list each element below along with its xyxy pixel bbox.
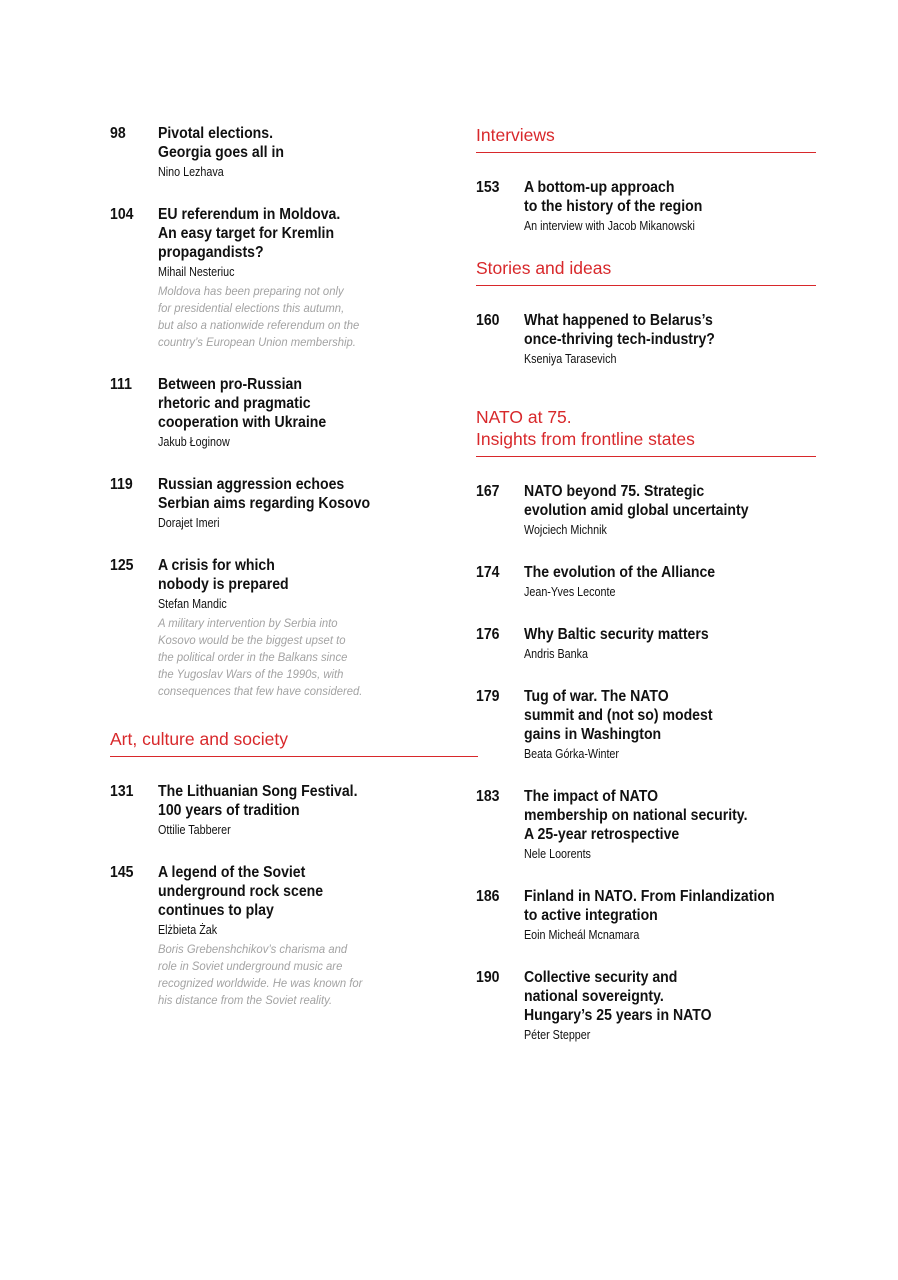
toc-entry[interactable] <box>110 863 450 1009</box>
toc-entry[interactable] <box>110 556 450 700</box>
toc-entry[interactable] <box>476 311 816 368</box>
article-title: Pivotal elections. Georgia goes all in <box>158 125 284 161</box>
page-number: 145 <box>110 864 134 881</box>
page-number: 153 <box>476 179 500 196</box>
page-number: 131 <box>110 783 134 800</box>
page-number: 119 <box>110 476 133 493</box>
article-author: Beata Górka-Winter <box>524 747 620 761</box>
article-title: Tug of war. The NATO summit and (not so) modest gains in Washington <box>524 688 713 743</box>
article-title: Between pro-Russian rhetoric and pragmatic cooperation with Ukraine <box>158 376 327 431</box>
article-author: An interview with Jacob Mikanowski <box>524 219 695 233</box>
article-author: Ottilie Tabberer <box>158 823 231 837</box>
page-number: 125 <box>110 557 134 574</box>
toc-entry[interactable] <box>476 887 816 944</box>
article-title: Why Baltic security matters <box>524 626 709 643</box>
article-author: Mihail Nesteriuc <box>158 265 235 279</box>
toc-entry[interactable] <box>476 968 816 1044</box>
page-number: 167 <box>476 483 500 500</box>
section-heading-art: Art, culture and society <box>110 728 478 757</box>
article-title: The impact of NATO membership on national security. A 25-year retrospective <box>524 788 748 843</box>
page-number: 179 <box>476 688 500 705</box>
article-title: EU referendum in Moldova. An easy target for Kremlin propagandists? <box>158 206 341 261</box>
article-author: Jean-Yves Leconte <box>524 585 616 599</box>
toc-entry[interactable] <box>476 482 816 539</box>
article-author: Kseniya Tarasevich <box>524 352 617 366</box>
page-number: 183 <box>476 788 500 805</box>
toc-entry[interactable] <box>476 625 816 663</box>
article-author: Dorajet Imeri <box>158 516 220 530</box>
article-author: Péter Stepper <box>524 1028 591 1042</box>
toc-entry[interactable] <box>110 124 450 181</box>
article-title: A legend of the Soviet underground rock scene continues to play <box>158 864 324 919</box>
toc-entry[interactable] <box>110 782 450 839</box>
toc-entry[interactable] <box>110 475 450 532</box>
article-title: Russian aggression echoes Serbian aims regarding Kosovo <box>158 476 371 512</box>
article-author: Jakub Łoginow <box>158 435 230 449</box>
page-number: 98 <box>110 125 126 142</box>
page-number: 186 <box>476 888 500 905</box>
article-excerpt: Boris Grebenshchikov’s charisma and role in Soviet underground music are recognized worldwide. He was known for his distance from the Soviet reality. <box>158 942 363 1007</box>
article-author: Nino Lezhava <box>158 165 224 179</box>
page-number: 174 <box>476 564 500 581</box>
article-title: A bottom-up approach to the history of the region <box>524 179 703 215</box>
article-author: Stefan Mandic <box>158 597 227 611</box>
toc-left-column <box>110 124 450 1009</box>
article-author: Wojciech Michnik <box>524 523 607 537</box>
article-excerpt: A military intervention by Serbia into Kosovo would be the biggest upset to the political order in the Balkans since the Yugoslav Wars of the 1990s, with consequences that few have considered. <box>158 616 363 698</box>
article-title: Finland in NATO. From Finlandization to active integration <box>524 888 775 924</box>
page-number: 190 <box>476 969 500 986</box>
article-author: Eoin Micheál Mcnamara <box>524 928 640 942</box>
toc-entry[interactable] <box>476 787 816 863</box>
page-number: 111 <box>110 376 132 393</box>
page-number: 104 <box>110 206 134 223</box>
toc-entry[interactable] <box>476 563 816 601</box>
toc-entry[interactable] <box>110 375 450 451</box>
article-title: What happened to Belarus’s once-thriving tech-industry? <box>524 312 715 348</box>
article-author: Elżbieta Żak <box>158 923 218 937</box>
article-title: NATO beyond 75. Strategic evolution amid global uncertainty <box>524 483 749 519</box>
toc-entry[interactable] <box>476 178 816 235</box>
section-heading-stories: Stories and ideas <box>476 257 816 286</box>
article-title: A crisis for which nobody is prepared <box>158 557 289 593</box>
page-number: 160 <box>476 312 500 329</box>
toc-entry[interactable] <box>110 205 450 351</box>
page-number: 176 <box>476 626 500 643</box>
article-excerpt: Moldova has been preparing not only for presidential elections this autumn, but also a nationwide referendum on the country’s European Union membership. <box>158 284 360 349</box>
article-author: Andris Banka <box>524 647 588 661</box>
toc-right-column <box>476 124 816 1044</box>
article-title: Collective security and national sovereignty. Hungary’s 25 years in NATO <box>524 969 712 1024</box>
section-heading-interviews: Interviews <box>476 124 816 153</box>
toc-entry[interactable] <box>476 687 816 763</box>
article-title: The Lithuanian Song Festival. 100 years of tradition <box>158 783 358 819</box>
article-title: The evolution of the Alliance <box>524 564 716 581</box>
article-author: Nele Loorents <box>524 847 591 861</box>
section-heading-nato: NATO at 75. Insights from frontline states <box>476 406 816 457</box>
